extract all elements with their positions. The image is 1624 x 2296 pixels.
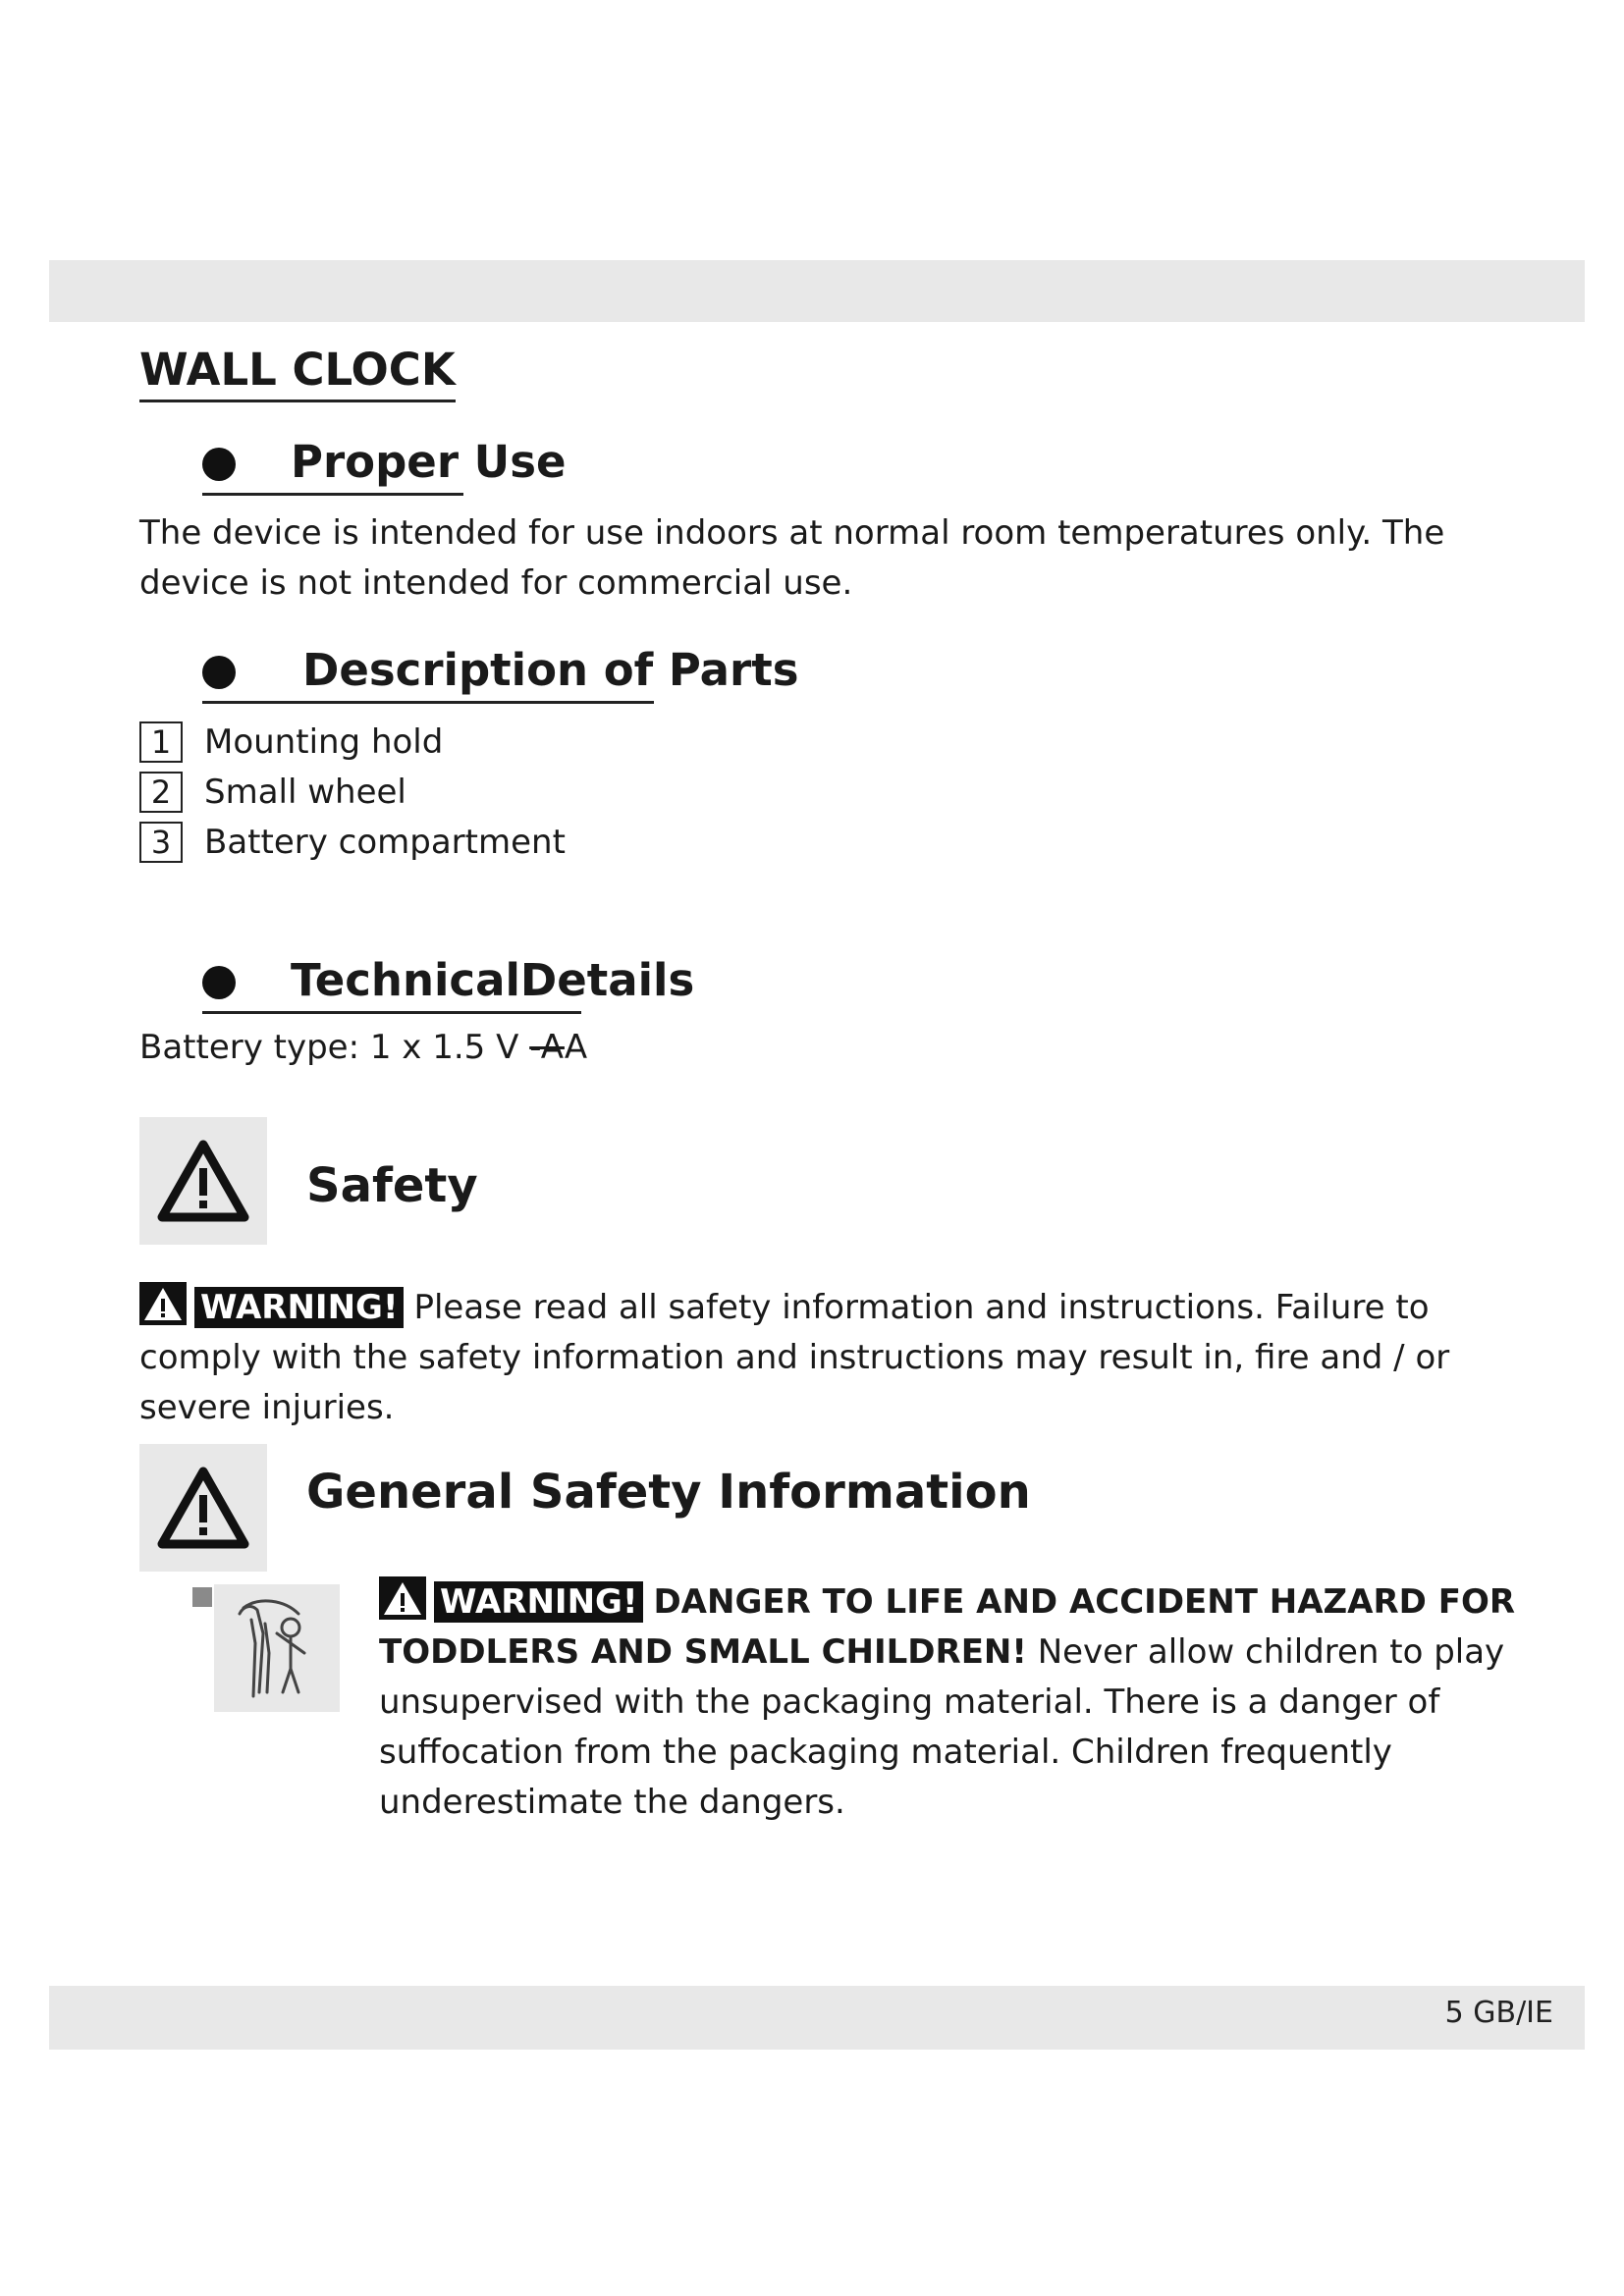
part-number-box: 2 <box>139 772 183 813</box>
warning-triangle-icon <box>156 1139 250 1223</box>
section-underline <box>202 701 654 704</box>
part-number-box: 3 <box>139 822 183 863</box>
list-item <box>139 767 566 817</box>
filled-circle-icon <box>202 966 236 999</box>
battery-type-suffix: A <box>564 1028 588 1067</box>
child-packaging-icon <box>230 1594 324 1702</box>
section-underline <box>202 1011 581 1014</box>
filled-circle-icon <box>202 656 236 689</box>
parts-list <box>139 717 566 867</box>
warning-triangle-icon <box>379 1576 426 1620</box>
safety-warning-box <box>139 1117 267 1245</box>
footer-band <box>49 1986 1585 2050</box>
warning-triangle-icon <box>139 1282 187 1325</box>
battery-type-prefix: Battery type: 1 x 1.5 V <box>139 1028 530 1067</box>
section-title-safety: Safety <box>306 1158 478 1213</box>
section-title-technical: TechnicalDetails <box>291 954 695 1006</box>
warning-badge: WARNING! <box>434 1581 643 1623</box>
section-title-general-safety: General Safety Information <box>306 1465 1031 1520</box>
part-label: Battery compartment <box>204 822 566 862</box>
section-underline <box>202 493 463 496</box>
part-label: Small wheel <box>204 772 406 812</box>
battery-type-struck: -A <box>529 1028 565 1067</box>
list-item <box>139 817 566 867</box>
general-safety-warning-text: Never allow children to play unsupervised with the packaging material. There is a danger of suffocation from the packaging material. Children frequently underestimate the dangers. <box>379 1632 1505 1822</box>
general-safety-warning-bold: DANGER TO LIFE AND ACCIDENT HAZARD FOR TODDLERS AND SMALL CHILDREN! <box>379 1582 1516 1672</box>
child-picture-box <box>214 1584 340 1712</box>
list-bullet <box>192 1587 212 1607</box>
filled-circle-icon <box>202 448 236 481</box>
warning-badge: WARNING! <box>194 1287 404 1328</box>
battery-type-text <box>139 1023 587 1073</box>
list-item <box>139 717 566 767</box>
part-label: Mounting hold <box>204 721 444 762</box>
page-number: 5 GB/IE <box>1444 1996 1553 2030</box>
part-number-box: 1 <box>139 721 183 763</box>
general-safety-paragraph <box>379 1576 1528 1828</box>
warning-triangle-icon <box>156 1466 250 1550</box>
header-band <box>49 260 1585 322</box>
proper-use-text: The device is intended for use indoors at normal room temperatures only. The device is not intended for commercial use. <box>139 513 1445 603</box>
section-title-parts: Description of Parts <box>302 644 799 696</box>
general-safety-warning-box <box>139 1444 267 1572</box>
section-title-proper-use: Proper Use <box>291 436 567 488</box>
safety-warning-paragraph <box>139 1282 1514 1433</box>
safety-warning-text: Please read all safety information and instructions. Failure to comply with the safety information and instructions may result in, fire and / or severe injuries. <box>139 1288 1450 1427</box>
page-title: WALL CLOCK <box>139 344 456 402</box>
